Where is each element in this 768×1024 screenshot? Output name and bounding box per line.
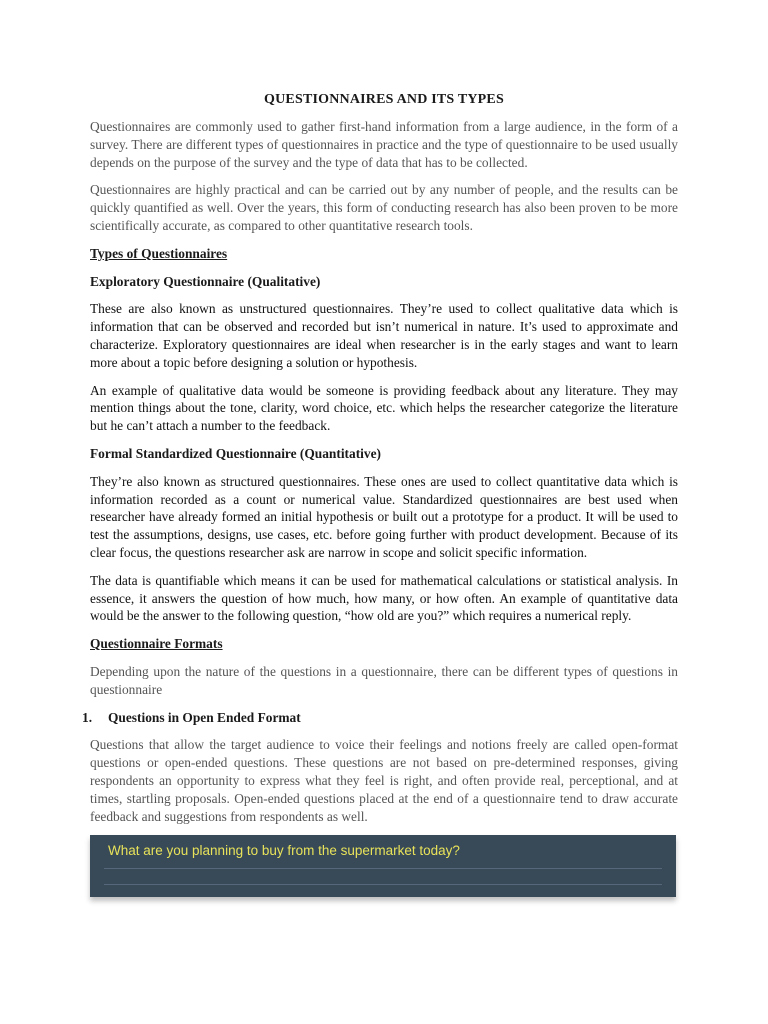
exploratory-paragraph-1: These are also known as unstructured questionnaires. They’re used to collect qualitative data which is information that can be observed and recorded but isn’t numerical in nature. It’s used to approximate and characterize. Exploratory questionnaires are ideal when researcher is in the early stages and want to learn more about a topic before designing a solution or hypothesis. [90, 301, 678, 370]
exploratory-heading: Exploratory Questionnaire (Qualitative) [90, 273, 321, 289]
open-ended-paragraph: Questions that allow the target audience to voice their feelings and notions freely are called open-format questions or open-ended questions. These questions are not based on pre-determined responses, giving respondents an opportunity to express what they feel is right, and often provide real, perceptional, and at times, startling proposals. Open-ended questions placed at the end of a questionnaire tend to draw accurate feedback and suggestions from respondents as well. [90, 737, 678, 824]
answer-line-1 [104, 868, 662, 869]
formats-heading: Questionnaire Formats [90, 636, 223, 652]
list-number: 1. [82, 709, 93, 725]
answer-line-2 [104, 884, 662, 885]
open-ended-heading [82, 709, 678, 727]
formats-paragraph: Depending upon the nature of the questions in a questionnaire, there can be different types of questions in questionnaire [90, 663, 678, 697]
open-ended-heading-text: Questions in Open Ended Format [108, 709, 301, 725]
document-content [82, 92, 678, 897]
intro-paragraph-2: Questionnaires are highly practical and can be carried out by any number of people, and the results can be quickly quantified as well. Over the years, this form of conducting research has also been proven to be more scientifically accurate, as compared to other quantitative research tools. [90, 182, 678, 233]
exploratory-paragraph-2: An example of qualitative data would be someone is providing feedback about any literature. They may mention things about the tone, clarity, word choice, etc. which helps the researcher categorize the literature but he can’t attach a number to the feedback. [90, 382, 678, 434]
formal-heading: Formal Standardized Questionnaire (Quantitative) [90, 445, 381, 461]
formal-paragraph-1: They’re also known as structured questionnaires. These ones are used to collect quantitative data which is information recorded as a count or numerical value. Standardized questionnaires are best used when researcher have already formed an initial hypothesis or built out a prototype for a product. It will be used to test the assumptions, designs, use cases, etc. before going further with product development. Because of its clear focus, the questions researcher ask are narrow in scope and solicit specific information. [90, 473, 678, 560]
intro-paragraph-1: Questionnaires are commonly used to gather first-hand information from a large audience, in the form of a survey. There are different types of questionnaires in practice and the type of questionnaire to be used usually depends on the purpose of the survey and the type of data that has to be collected. [90, 119, 678, 170]
types-heading: Types of Questionnaires [90, 245, 228, 261]
formal-paragraph-2: The data is quantifiable which means it can be used for mathematical calculations or statistical analysis. In essence, it answers the question of how much, how many, or how often. An example of quantitative data would be the answer to the following question, “how old are you?” which requires a numerical reply. [90, 572, 678, 624]
page-title: QUESTIONNAIRES AND ITS TYPES [264, 92, 504, 107]
example-question-text: What are you planning to buy from the supermarket today? [108, 843, 460, 859]
example-question-image [90, 835, 676, 897]
